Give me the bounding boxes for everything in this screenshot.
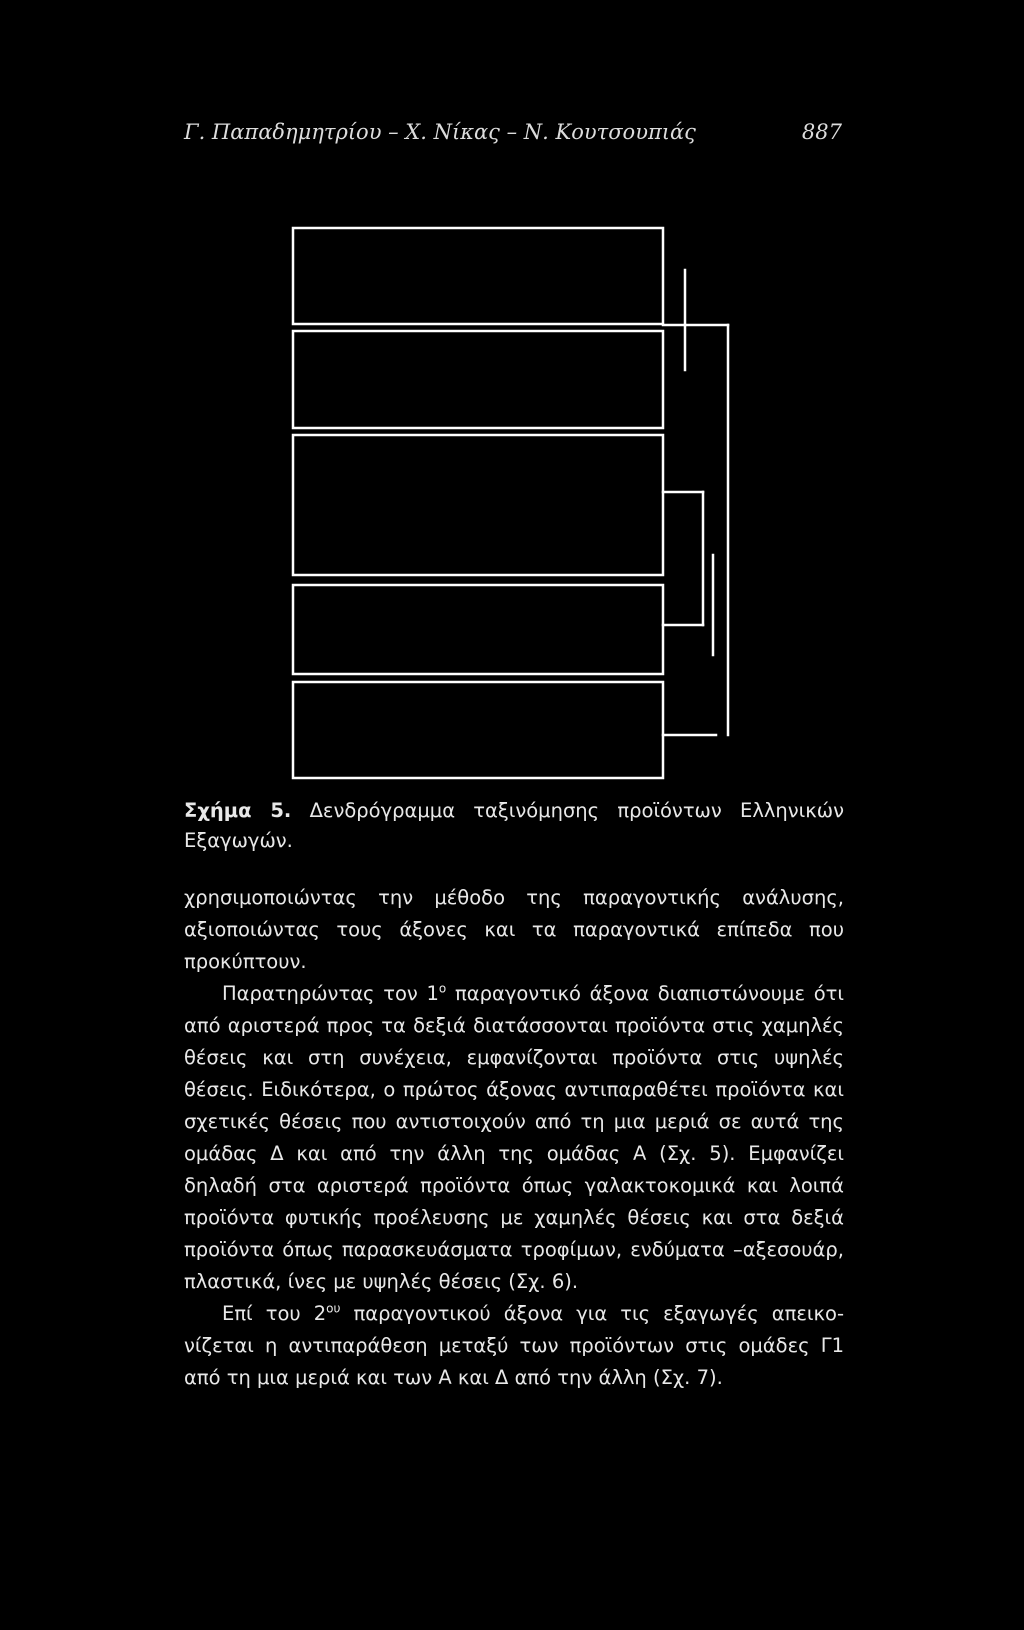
paragraph-2-rest: παραγοντικό άξονα διαπιστώνουμε ότι από αριστερά προς τα δεξιά διατάσσονται προϊόντα στις χαμηλές θέσεις και στη συνέχεια, εμφανίζονται προϊόντα στις υψηλές θέσεις. Ειδικότερα, ο πρώτος άξονας αντιπαραθέτει προϊόντα και σχετικές θέσεις που αντιστοιχούν από τη μια μεριά σε αυτά της ομάδας Δ και από την άλλη της ομάδας Α (Σχ. 5). Εμφανίζει δηλαδή στα αριστερά προϊόντα όπως γαλακτοκομικά και λοιπά προϊόντα φυτικής προέλευσης με χαμηλές θέσεις και στα δεξιά προϊόντα όπως παρασκευάσματα τροφίμων, ενδύματα –αξεσουάρ, πλαστικά, ίνες με υψηλές θέσεις (Σχ. 6).: [184, 982, 844, 1293]
dendrogram-figure: [0, 0, 1024, 790]
dendrogram-leaf-5: [293, 682, 663, 778]
page-number: 887: [801, 120, 842, 144]
dendrogram-leaf-2: [293, 331, 663, 428]
ordinal-superscript: ο: [438, 981, 447, 996]
ordinal-superscript: ου: [326, 1301, 341, 1316]
paragraph-2-start: Παρατηρώντας τον 1: [222, 982, 439, 1005]
paragraph-1: χρησιμοποιώντας την μέθοδο της παραγοντικής ανάλυσης, αξιοποιώντας τους άξονες και τα παραγοντικά επίπεδα που προκύπτουν.: [184, 886, 844, 973]
paragraph-2: [184, 978, 844, 1298]
figure-label: Σχήμα 5.: [184, 799, 292, 822]
dendrogram-leaf-1: [293, 228, 663, 324]
dendrogram-leaf-4: [293, 585, 663, 674]
dendrogram-branch-cluster-3-4: [663, 492, 713, 655]
dendrogram-branch-cluster-1-2: [663, 270, 728, 370]
body-text: [184, 882, 844, 1394]
figure-caption: [184, 796, 844, 856]
figure-caption-text: Δενδρόγραμμα ταξινόμησης προϊόντων Ελληνικών Εξαγωγών.: [184, 799, 844, 852]
paragraph-3-start: Επί του 2: [222, 1302, 327, 1325]
paragraph-3: [184, 1298, 844, 1394]
dendrogram-leaf-3: [293, 435, 663, 575]
paragraph-3-rest: παραγοντικού άξονα για τις εξαγωγές απεικονίζεται η αντιπαράθεση μεταξύ των προϊόντων στις ομάδες Γ1 από τη μια μεριά και των Α και Δ από την άλλη (Σχ. 7).: [184, 1302, 844, 1389]
running-header-authors: Γ. Παπαδημητρίου – Χ. Νίκας – Ν. Κουτσουπιάς: [184, 120, 696, 144]
